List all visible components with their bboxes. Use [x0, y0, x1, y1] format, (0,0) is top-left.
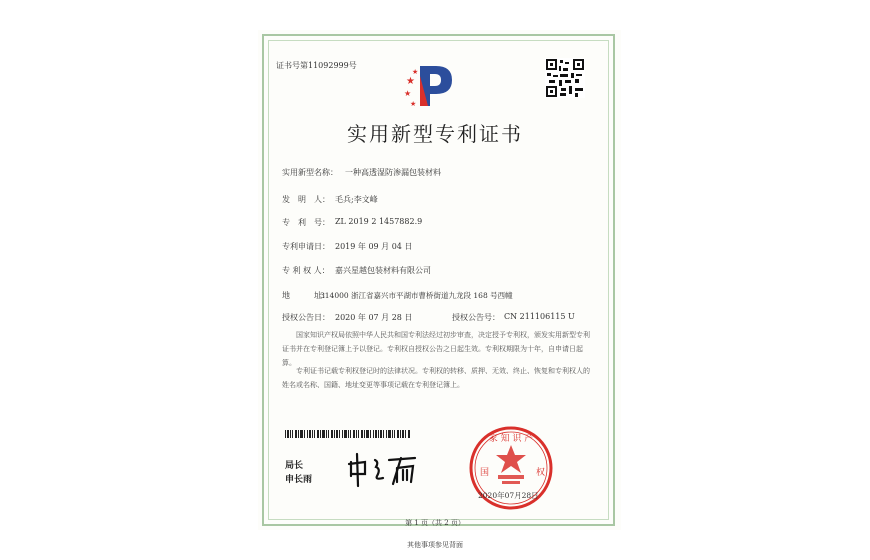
svg-text:★: ★ [410, 100, 417, 108]
field-label-patentee: 专 利 权 人： [282, 266, 330, 275]
field-value-address: 314000 浙江省嘉兴市平湖市曹桥街道九龙段 168 号西幢 [320, 291, 513, 300]
svg-text:★: ★ [406, 76, 415, 87]
svg-text:家 知 识 产: 家 知 识 产 [488, 434, 534, 444]
field-value-filing-date: 2019 年 09 月 04 日 [335, 242, 413, 251]
back-note: 其他事项参见背面 [407, 541, 463, 549]
certificate-title: 实用新型专利证书 [347, 122, 523, 146]
field-value-name: 一种高透湿防渗漏包装材料 [345, 168, 441, 177]
field-label-filing-date: 专利申请日： [282, 242, 330, 251]
seal-date: 2020年07月28日 [478, 491, 539, 500]
signatory-name: 申长雨 [285, 475, 313, 485]
svg-text:国: 国 [480, 468, 490, 478]
paragraph-grant-statement: 国家知识产权局依照中华人民共和国专利法经过初步审查，决定授予专利权，颁发实用新型专利证书并在专利登记簿上予以登记。专利权自授权公告之日起生效。专利权期限为十年，自申请日起算。 [282, 331, 590, 367]
svg-text:★: ★ [404, 89, 412, 98]
field-value-inventor: 毛兵;李文峰 [335, 195, 378, 204]
grant-number-label: 授权公告号： [452, 313, 500, 322]
field-label-grant-date: 授权公告日： [282, 313, 330, 322]
barcode-icon [285, 430, 410, 438]
field-value-grant-date: 2020 年 07 月 28 日 [335, 313, 413, 322]
field-value-patentee: 嘉兴星越包装材料有限公司 [335, 266, 431, 275]
field-value-patent-no: ZL 2019 2 1457882.9 [335, 217, 423, 226]
field-label-name: 实用新型名称： [282, 168, 338, 177]
grant-number-value: CN 211106115 U [504, 312, 575, 321]
certificate-border-inner [268, 40, 609, 520]
patent-office-logo-icon [400, 60, 456, 110]
qr-code-icon [545, 58, 585, 98]
signatory-title: 局长 [285, 461, 304, 471]
certificate-number: 证书号第11092999号 [276, 61, 357, 70]
paragraph-legal-status: 专利证书记载专利权登记时的法律状况。专利权的转移、质押、无效、终止、恢复和专利权人的姓名或名称、国籍、地址变更等事项记载在专利登记簿上。 [282, 367, 590, 389]
handwritten-signature-icon [345, 450, 420, 488]
field-label-inventor: 发 明 人： [282, 195, 330, 204]
field-label-patent-no: 专 利 号： [282, 218, 330, 227]
page-footer: 第 1 页（共 2 页） [405, 519, 465, 527]
svg-text:★: ★ [412, 68, 419, 76]
field-label-address: 地 址： [282, 291, 330, 300]
svg-text:权: 权 [536, 468, 546, 478]
